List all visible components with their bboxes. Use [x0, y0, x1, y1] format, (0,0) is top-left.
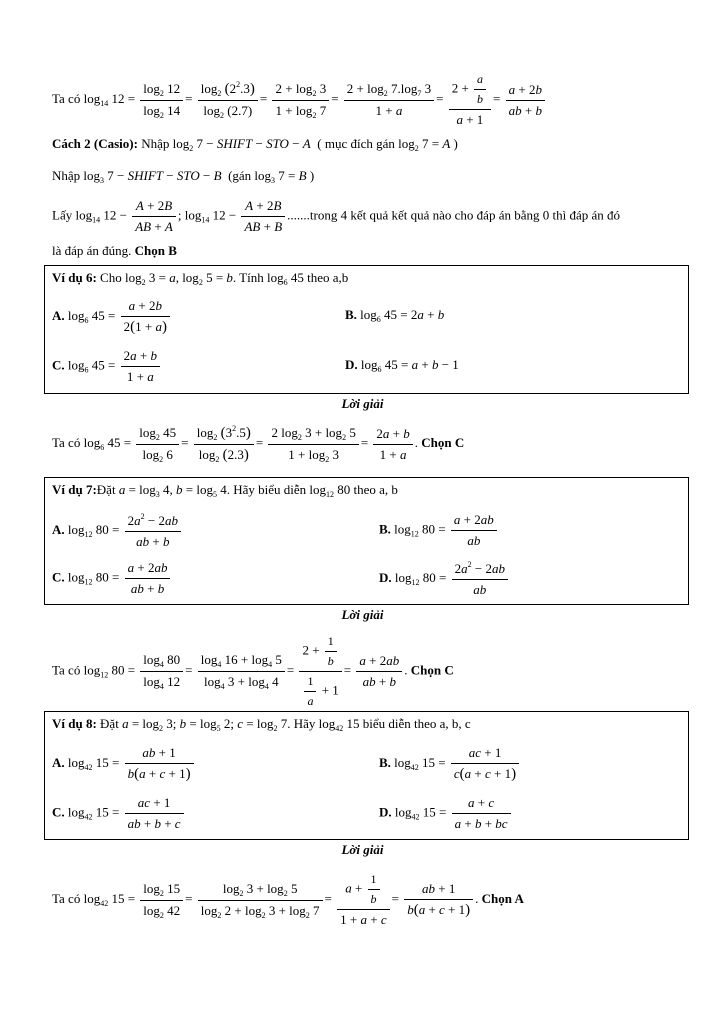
opt-label-a: A. — [52, 754, 65, 770]
casio-line-3: Lấy $\log_{14} 12$ − $\frac{A + 2B}{AB + A}$ ; $\log_{14} 12$ − $\frac{A + 2B}{AB + B}$ .......trong 4 kết quả kết quả nào cho đáp án bằng 0 thì đáp án đó — [52, 198, 620, 234]
opt-label-a: A. — [52, 521, 65, 537]
vd8-hay: . Hãy — [287, 716, 316, 731]
casio-line-4 — [52, 243, 177, 259]
loi-giai-heading-1: Lời giải — [341, 396, 384, 411]
opt-label-a: A. — [52, 307, 65, 323]
vd7-hay: . Hãy biểu diễn — [226, 482, 307, 497]
vd8-dat: Đặt — [100, 716, 119, 731]
vd7-question: Ví dụ 7:Đặt $a = \log_3 4$, $b = \log_5 4$. Hãy biểu diễn $\log_{12} 80$ theo a, b — [52, 482, 398, 499]
label-ta-co: Ta có — [52, 90, 81, 106]
answer-chon-b: Chọn B — [134, 243, 177, 258]
vd8-theo: biểu diễn theo a, b, c — [362, 716, 471, 731]
opt-label-c: C. — [52, 357, 65, 373]
vd6-tinh: . Tính — [232, 270, 264, 285]
opt-label-d: D. — [345, 357, 358, 372]
vd7-option-c: C. $\log_{12} 80$ = $\frac{a + 2ab}{ab + b}$ — [52, 560, 172, 597]
opt-label-d: D. — [379, 804, 392, 820]
answer-chon-c-2: Chọn C — [410, 662, 454, 678]
vd6-option-d: D. $\log_6 45 = a + b - 1$ — [345, 357, 459, 374]
lay-cont-text: là đáp án đúng. — [52, 243, 132, 258]
lay-tail-text: .......trong 4 kết quả kết quả nào cho đáp án bằng 0 thì đáp án đó — [287, 207, 620, 223]
note-text-2: (gán — [228, 168, 252, 183]
vd7-solution: Ta có $\log_{12} 80$ = $\frac{\log_4 80}{\log_4 12}$ = $\frac{\log_4 16 + \log_4 5}{\log_4 3 + \log_4 4}$ = 2 + $\frac{1}{b}$ $\frac{1}{a}$ + 1 = $\frac{a + 2ab}{ab + b}$ . Chọn C — [52, 634, 454, 708]
label-nhap: Nhập — [141, 136, 170, 151]
vd6-option-a: A. $\log_6 45$ = $\frac{a + 2b}{2(1 + a)}$ — [52, 298, 172, 336]
opt-label-b: B. — [379, 754, 391, 770]
answer-chon-c-1: Chọn C — [421, 434, 465, 450]
loi-giai-heading-2: Lời giải — [341, 607, 384, 622]
vd6-option-c: C. $\log_6 45$ = $\frac{2a + b}{1 + a}$ — [52, 348, 162, 385]
vd8-option-d: D. $\log_{42} 15$ = $\frac{a + c}{a + b + bc}$ — [379, 795, 513, 832]
casio-line-1: Cách 2 (Casio): Nhập $\log_2 7$ − SHIFT − STO − A ( mục đích gán $\log_2 7 = A$ ) — [52, 136, 458, 153]
vd7-title: Ví dụ 7: — [52, 482, 97, 497]
vd8-option-a: A. $\log_{42} 15$ = $\frac{ab + 1}{b(a + c + 1)}$ — [52, 745, 196, 783]
solution-line-1: Ta có $\log_{14} 12$ = $\frac{\log_2 12}{\log_2 14}$ = $\frac{\log_2 (2^2.3)}{\log_2 (2.7)}$ = $\frac{2 + \log_2 3}{1 + \log_2 7}$ = $\frac{2 + \log_2 7.\log_7 3}{1 + a}$ = 2 + $\frac{a}{b}$ a + 1 = $\frac{a + 2b}{ab + b}$ — [52, 72, 547, 128]
vd6-cho: Cho — [100, 270, 122, 285]
vd6-question: Ví dụ 6: Cho $\log_2 3 = a$, $\log_2 5 = b$. Tính $\log_6 45$ theo a,b — [52, 270, 349, 287]
answer-chon-a: Chọn A — [481, 890, 524, 906]
vd6-solution: Ta có $\log_6 45$ = $\frac{\log_2 45}{\log_2 6}$ = $\frac{\log_2 (3^2.5)}{\log_2 (2.3)}$ = $\frac{2 \log_2 3 + \log_2 5}{1 + \log_2 3}$ = $\frac{2a + b}{1 + a}$ . Chọn C — [52, 424, 465, 464]
label-ta-co-3: Ta có — [52, 662, 81, 678]
example-7-box — [44, 477, 689, 605]
opt-label-d: D. — [379, 569, 392, 585]
vd6-title: Ví dụ 6: — [52, 270, 97, 285]
vd7-dat: Đặt — [96, 482, 116, 497]
casio-line-2: Nhập $\log_3 7$ − SHIFT − STO − B (gán $\log_3 7 = B$ ) — [52, 168, 315, 185]
opt-label-b: B. — [345, 307, 357, 322]
vd6-option-b: B. $\log_6 45 = 2a + b$ — [345, 307, 445, 324]
opt-label-b: B. — [379, 521, 391, 537]
note-text: ( mục đích gán — [317, 136, 395, 151]
example-6-box — [44, 265, 689, 394]
label-nhap-2: Nhập — [52, 168, 81, 183]
vd8-title: Ví dụ 8: — [52, 716, 97, 731]
label-ta-co-2: Ta có — [52, 434, 81, 450]
vd8-option-c: C. $\log_{42} 15$ = $\frac{ac + 1}{ab + b + c}$ — [52, 795, 186, 832]
vd6-theo: theo a,b — [307, 270, 349, 285]
opt-label-c: C. — [52, 569, 65, 585]
vd7-option-b: B. $\log_{12} 80$ = $\frac{a + 2ab}{ab}$ — [379, 512, 499, 549]
vd7-theo: theo a, b — [353, 482, 398, 497]
vd8-solution: Ta có $\log_{42} 15$ = $\frac{\log_2 15}{\log_2 42}$ = $\frac{\log_2 3 + \log_2 5}{\log_2 2 + \log_2 3 + \log_2 7}$ = a + $\frac{1}{b}$ 1 + a + c = $\frac{ab + 1}{b(a + c + 1)}$ . Chọn A — [52, 872, 524, 927]
vd8-question: Ví dụ 8: Đặt $a = \log_2 3$; $b = \log_5 2$; $c = \log_2 7$. Hãy $\log_{42} 15$ biểu diễn theo a, b, c — [52, 716, 471, 733]
vd7-option-a: A. $\log_{12} 80$ = $\frac{2a^2 - 2ab}{ab + b}$ — [52, 512, 183, 550]
label-ta-co-4: Ta có — [52, 890, 81, 906]
vd7-option-d: D. $\log_{12} 80$ = $\frac{2a^2 - 2ab}{ab}$ — [379, 560, 510, 598]
label-cach2: Cách 2 (Casio): — [52, 136, 138, 151]
opt-label-c: C. — [52, 804, 65, 820]
label-lay: Lấy — [52, 207, 73, 223]
loi-giai-heading-3: Lời giải — [341, 842, 384, 857]
example-8-box — [44, 711, 689, 840]
vd8-option-b: B. $\log_{42} 15$ = $\frac{ac + 1}{c(a + c + 1)}$ — [379, 745, 521, 783]
